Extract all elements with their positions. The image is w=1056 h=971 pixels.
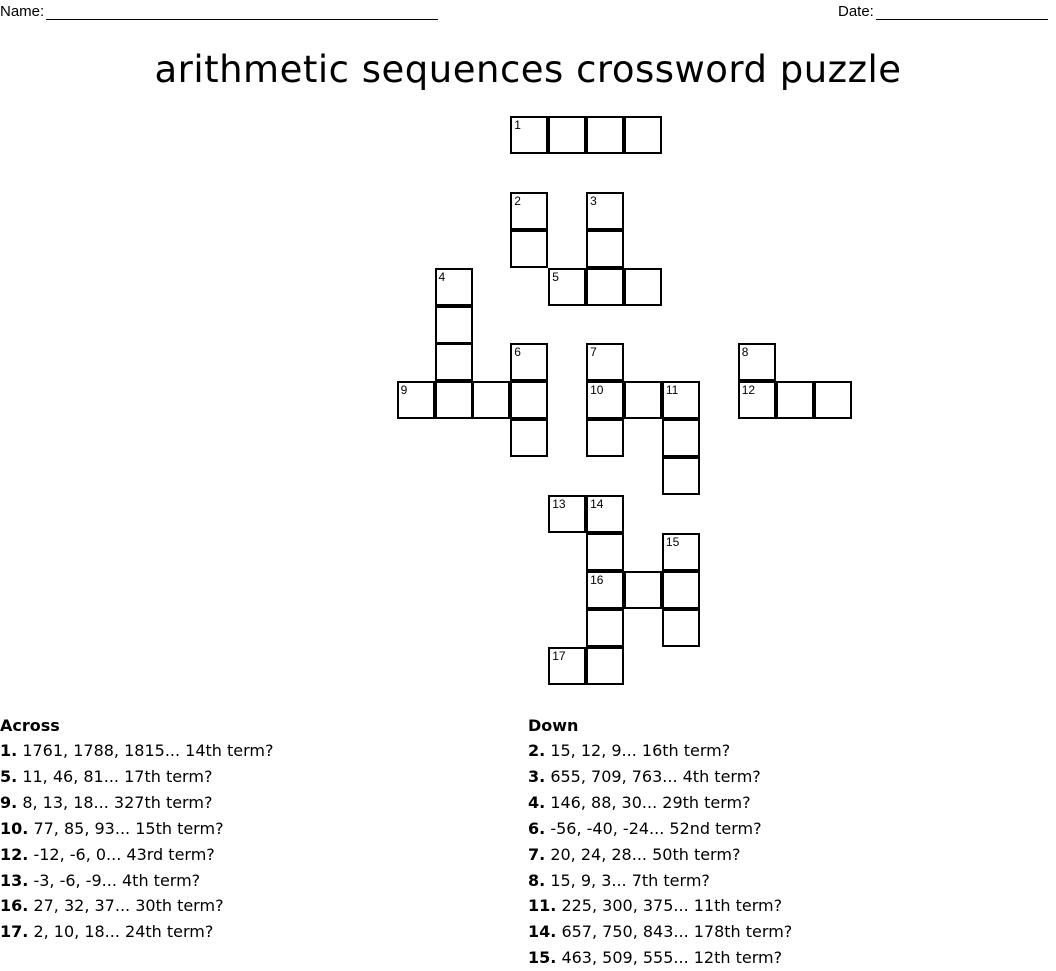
crossword-cell[interactable]	[738, 343, 776, 381]
crossword-cell[interactable]	[662, 533, 700, 571]
clue-text: 15, 12, 9... 16th term?	[550, 741, 731, 760]
down-clue	[528, 764, 792, 790]
clue-number: 1	[514, 118, 521, 132]
clue-number: 14	[590, 497, 604, 511]
clue-text: 11, 46, 81... 17th term?	[22, 766, 213, 786]
crossword-cell[interactable]	[624, 268, 662, 306]
crossword-cell[interactable]	[397, 381, 435, 419]
across-clue	[0, 790, 274, 816]
across-clues	[0, 714, 274, 945]
crossword-cell[interactable]	[548, 647, 586, 685]
crossword-cell[interactable]	[586, 609, 624, 647]
across-clue	[0, 919, 274, 945]
clue-number: 12	[741, 383, 756, 398]
down-clue	[528, 816, 792, 842]
across-clue	[0, 764, 274, 790]
crossword-cell[interactable]	[435, 268, 473, 306]
crossword-cell[interactable]	[624, 571, 662, 609]
crossword-cell[interactable]	[586, 571, 624, 609]
across-clue	[0, 738, 274, 764]
clue-text: -3, -6, -9... 4th term?	[33, 870, 201, 890]
clue-text: 1761, 1788, 1815... 14th term?	[22, 741, 274, 760]
clue-text: 657, 750, 843... 178th term?	[561, 922, 793, 942]
clue-num: 14.	[528, 922, 557, 942]
across-clue	[0, 893, 274, 919]
clue-number: 17	[552, 648, 566, 663]
clue-num: 9.	[0, 792, 18, 812]
crossword-cell[interactable]	[586, 381, 624, 419]
clue-num: 11.	[528, 896, 557, 916]
clue-number: 5	[552, 269, 559, 284]
across-heading: Across	[0, 716, 60, 735]
clue-num: 2.	[528, 741, 546, 760]
down-clue	[528, 945, 792, 971]
clue-num: 12.	[0, 844, 29, 864]
clue-number: 6	[514, 345, 521, 360]
crossword-cell[interactable]	[738, 381, 776, 419]
crossword-cell[interactable]	[435, 381, 473, 419]
down-clues	[528, 714, 792, 971]
down-heading: Down	[528, 716, 579, 735]
crossword-cell[interactable]	[586, 116, 624, 154]
clue-text: 2, 10, 18... 24th term?	[33, 922, 214, 942]
down-clue	[528, 842, 792, 868]
clue-number: 15	[665, 534, 680, 549]
clue-text: 146, 88, 30... 29th term?	[550, 792, 751, 812]
crossword-cell[interactable]	[435, 306, 473, 344]
crossword-cell[interactable]	[586, 647, 624, 685]
crossword-cell[interactable]	[510, 116, 548, 154]
clue-number: 2	[514, 193, 521, 208]
clue-text: 8, 13, 18... 327th term?	[22, 792, 213, 812]
down-clue	[528, 738, 792, 764]
down-clue	[528, 893, 792, 919]
crossword-cell[interactable]	[472, 381, 510, 419]
clue-num: 5.	[0, 766, 18, 786]
crossword-cell[interactable]	[776, 381, 814, 419]
clue-text: 27, 32, 37... 30th term?	[33, 896, 224, 916]
crossword-cell[interactable]	[624, 116, 662, 154]
crossword-cell[interactable]	[662, 609, 700, 647]
across-clue	[0, 842, 274, 868]
clue-text: 225, 300, 375... 11th term?	[561, 896, 783, 916]
clue-number: 10	[590, 383, 604, 398]
crossword-cell[interactable]	[662, 457, 700, 495]
clue-num: 1.	[0, 741, 18, 760]
date-label: Date:	[838, 3, 874, 20]
crossword-cell[interactable]	[814, 381, 852, 419]
clue-num: 7.	[528, 844, 546, 864]
clue-text: 15, 9, 3... 7th term?	[550, 870, 710, 890]
crossword-cell[interactable]	[586, 533, 624, 571]
clue-text: -12, -6, 0... 43rd term?	[33, 844, 215, 864]
crossword-cell[interactable]	[510, 381, 548, 419]
name-label: Name:	[0, 3, 45, 20]
clue-text: 463, 509, 555... 12th term?	[561, 948, 783, 968]
clue-num: 13.	[0, 870, 29, 890]
crossword-cell[interactable]	[662, 419, 700, 457]
clue-number: 13	[552, 497, 566, 511]
clue-num: 10.	[0, 818, 29, 838]
down-clue	[528, 919, 792, 945]
down-clue	[528, 868, 792, 894]
clue-num: 8.	[528, 870, 546, 890]
clue-num: 6.	[528, 818, 546, 838]
clue-text: 77, 85, 93... 15th term?	[33, 818, 224, 838]
crossword-cell[interactable]	[586, 419, 624, 457]
page-title: arithmetic sequences crossword puzzle	[154, 48, 902, 91]
clue-num: 17.	[0, 922, 29, 942]
crossword-cell[interactable]	[586, 495, 624, 533]
clue-number: 9	[400, 383, 408, 398]
crossword-cell[interactable]	[435, 343, 473, 381]
down-clue	[528, 790, 792, 816]
crossword-cell[interactable]	[510, 230, 548, 268]
crossword-cell[interactable]	[662, 571, 700, 609]
crossword-cell[interactable]	[510, 192, 548, 230]
clue-number: 8	[741, 345, 749, 360]
clue-num: 4.	[528, 792, 546, 812]
clue-text: 655, 709, 763... 4th term?	[550, 766, 761, 786]
crossword-cell[interactable]	[548, 116, 586, 154]
crossword-cell[interactable]	[586, 192, 624, 230]
crossword-cell[interactable]	[510, 419, 548, 457]
crossword-cell[interactable]	[586, 343, 624, 381]
crossword-cell[interactable]	[662, 381, 700, 419]
clue-number: 3	[590, 193, 597, 208]
clue-text: 20, 24, 28... 50th term?	[550, 844, 741, 864]
across-clue	[0, 816, 274, 842]
clue-num: 16.	[0, 896, 29, 916]
clue-number: 7	[590, 345, 597, 360]
crossword-cell[interactable]	[586, 268, 624, 306]
clue-number: 11	[665, 383, 679, 398]
crossword-cell[interactable]	[586, 230, 624, 268]
clue-num: 15.	[528, 948, 557, 968]
crossword-cell[interactable]	[624, 381, 662, 419]
clue-num: 3.	[528, 766, 546, 786]
crossword-cell[interactable]	[510, 343, 548, 381]
crossword-cell[interactable]	[548, 268, 586, 306]
across-clue	[0, 868, 274, 894]
clue-number: 16	[590, 572, 604, 587]
clue-text: -56, -40, -24... 52nd term?	[550, 818, 762, 838]
crossword-cell[interactable]	[548, 495, 586, 533]
clue-number: 4	[438, 269, 446, 284]
